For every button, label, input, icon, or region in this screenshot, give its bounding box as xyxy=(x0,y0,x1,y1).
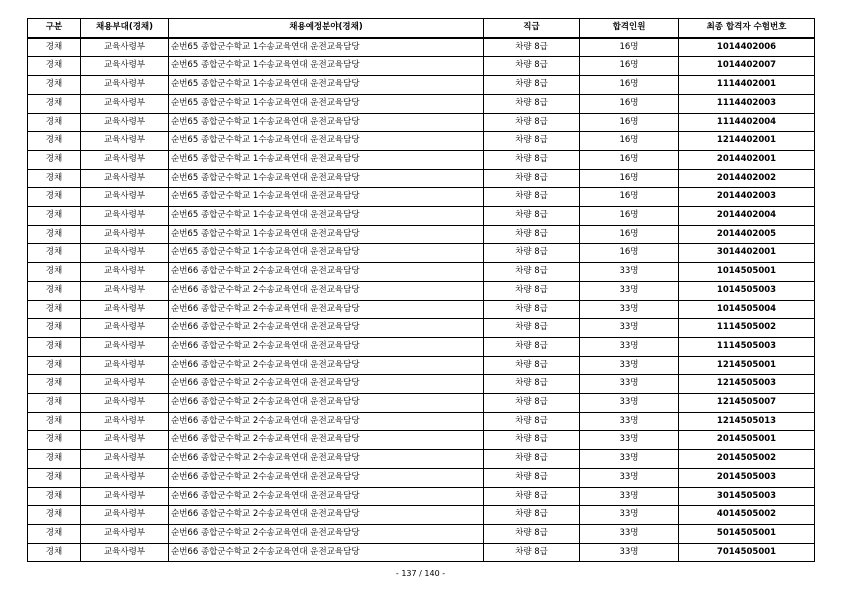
cell-grade: 차량 8급 xyxy=(484,57,580,76)
table-row xyxy=(28,375,815,394)
table-row xyxy=(28,450,815,469)
cell-field: 순번66 종합군수학교 2수송교육연대 운전교육담당 xyxy=(169,300,484,319)
table-row xyxy=(28,506,815,525)
cell-unit: 교육사령부 xyxy=(81,281,169,300)
cell-category: 경채 xyxy=(28,468,81,487)
table-row xyxy=(28,188,815,207)
cell-count: 33명 xyxy=(580,356,679,375)
cell-exam-number: 2014402003 xyxy=(679,188,815,207)
cell-field: 순번66 종합군수학교 2수송교육연대 운전교육담당 xyxy=(169,543,484,562)
cell-unit: 교육사령부 xyxy=(81,337,169,356)
cell-category: 경채 xyxy=(28,94,81,113)
cell-exam-number: 1214505003 xyxy=(679,375,815,394)
cell-grade: 차량 8급 xyxy=(484,150,580,169)
cell-field: 순번66 종합군수학교 2수송교육연대 운전교육담당 xyxy=(169,394,484,413)
cell-unit: 교육사령부 xyxy=(81,356,169,375)
cell-count: 33명 xyxy=(580,412,679,431)
cell-field: 순번66 종합군수학교 2수송교육연대 운전교육담당 xyxy=(169,319,484,338)
table-row xyxy=(28,225,815,244)
header-unit: 채용부대(경채) xyxy=(81,19,169,38)
table-row xyxy=(28,394,815,413)
cell-exam-number: 1014402006 xyxy=(679,38,815,57)
cell-exam-number: 1114402003 xyxy=(679,94,815,113)
cell-unit: 교육사령부 xyxy=(81,319,169,338)
table-row xyxy=(28,244,815,263)
cell-count: 33명 xyxy=(580,281,679,300)
cell-unit: 교육사령부 xyxy=(81,57,169,76)
cell-grade: 차량 8급 xyxy=(484,38,580,57)
cell-grade: 차량 8급 xyxy=(484,207,580,226)
cell-exam-number: 3014505003 xyxy=(679,487,815,506)
cell-exam-number: 2014505001 xyxy=(679,431,815,450)
cell-category: 경채 xyxy=(28,337,81,356)
table-row xyxy=(28,263,815,282)
cell-count: 16명 xyxy=(580,244,679,263)
cell-field: 순번66 종합군수학교 2수송교육연대 운전교육담당 xyxy=(169,263,484,282)
cell-exam-number: 1114505003 xyxy=(679,337,815,356)
cell-grade: 차량 8급 xyxy=(484,225,580,244)
table-row xyxy=(28,412,815,431)
cell-unit: 교육사령부 xyxy=(81,543,169,562)
cell-exam-number: 3014402001 xyxy=(679,244,815,263)
table-row xyxy=(28,113,815,132)
table-row xyxy=(28,543,815,562)
cell-grade: 차량 8급 xyxy=(484,487,580,506)
cell-count: 33명 xyxy=(580,524,679,543)
cell-count: 16명 xyxy=(580,169,679,188)
cell-unit: 교육사령부 xyxy=(81,394,169,413)
cell-category: 경채 xyxy=(28,57,81,76)
table-row xyxy=(28,319,815,338)
cell-category: 경채 xyxy=(28,319,81,338)
cell-exam-number: 1214402001 xyxy=(679,132,815,151)
cell-grade: 차량 8급 xyxy=(484,76,580,95)
cell-category: 경채 xyxy=(28,375,81,394)
cell-unit: 교육사령부 xyxy=(81,76,169,95)
header-field: 채용예정분야(경채) xyxy=(169,19,484,38)
table-row xyxy=(28,94,815,113)
cell-category: 경채 xyxy=(28,38,81,57)
cell-category: 경채 xyxy=(28,188,81,207)
cell-category: 경채 xyxy=(28,169,81,188)
table-row xyxy=(28,57,815,76)
cell-count: 33명 xyxy=(580,394,679,413)
cell-category: 경채 xyxy=(28,431,81,450)
cell-exam-number: 2014402005 xyxy=(679,225,815,244)
table-row xyxy=(28,207,815,226)
cell-category: 경채 xyxy=(28,281,81,300)
cell-category: 경채 xyxy=(28,263,81,282)
cell-exam-number: 1014402007 xyxy=(679,57,815,76)
cell-grade: 차량 8급 xyxy=(484,524,580,543)
header-grade: 직급 xyxy=(484,19,580,38)
table-row xyxy=(28,132,815,151)
cell-exam-number: 2014402004 xyxy=(679,207,815,226)
table-row xyxy=(28,150,815,169)
cell-field: 순번66 종합군수학교 2수송교육연대 운전교육담당 xyxy=(169,337,484,356)
cell-unit: 교육사령부 xyxy=(81,132,169,151)
cell-grade: 차량 8급 xyxy=(484,281,580,300)
cell-field: 순번65 종합군수학교 1수송교육연대 운전교육담당 xyxy=(169,113,484,132)
cell-count: 16명 xyxy=(580,113,679,132)
cell-count: 33명 xyxy=(580,487,679,506)
cell-field: 순번65 종합군수학교 1수송교육연대 운전교육담당 xyxy=(169,94,484,113)
cell-exam-number: 5014505001 xyxy=(679,524,815,543)
cell-field: 순번65 종합군수학교 1수송교육연대 운전교육담당 xyxy=(169,169,484,188)
cell-unit: 교육사령부 xyxy=(81,506,169,525)
cell-count: 33명 xyxy=(580,543,679,562)
cell-field: 순번65 종합군수학교 1수송교육연대 운전교육담당 xyxy=(169,132,484,151)
table-row xyxy=(28,169,815,188)
cell-count: 33명 xyxy=(580,337,679,356)
table-row xyxy=(28,524,815,543)
cell-exam-number: 1214505013 xyxy=(679,412,815,431)
cell-unit: 교육사령부 xyxy=(81,431,169,450)
cell-count: 33명 xyxy=(580,431,679,450)
cell-exam-number: 2014505002 xyxy=(679,450,815,469)
cell-grade: 차량 8급 xyxy=(484,337,580,356)
cell-unit: 교육사령부 xyxy=(81,113,169,132)
cell-field: 순번66 종합군수학교 2수송교육연대 운전교육담당 xyxy=(169,412,484,431)
cell-unit: 교육사령부 xyxy=(81,94,169,113)
cell-grade: 차량 8급 xyxy=(484,431,580,450)
cell-field: 순번65 종합군수학교 1수송교육연대 운전교육담당 xyxy=(169,225,484,244)
cell-field: 순번66 종합군수학교 2수송교육연대 운전교육담당 xyxy=(169,375,484,394)
cell-exam-number: 1014505003 xyxy=(679,281,815,300)
cell-category: 경채 xyxy=(28,412,81,431)
cell-field: 순번66 종합군수학교 2수송교육연대 운전교육담당 xyxy=(169,281,484,300)
cell-category: 경채 xyxy=(28,487,81,506)
cell-grade: 차량 8급 xyxy=(484,543,580,562)
cell-count: 33명 xyxy=(580,506,679,525)
cell-grade: 차량 8급 xyxy=(484,300,580,319)
cell-category: 경채 xyxy=(28,132,81,151)
cell-grade: 차량 8급 xyxy=(484,375,580,394)
cell-count: 33명 xyxy=(580,450,679,469)
header-category: 구분 xyxy=(28,19,81,38)
cell-unit: 교육사령부 xyxy=(81,207,169,226)
cell-count: 33명 xyxy=(580,319,679,338)
cell-unit: 교육사령부 xyxy=(81,244,169,263)
cell-grade: 차량 8급 xyxy=(484,394,580,413)
cell-grade: 차량 8급 xyxy=(484,319,580,338)
table-row xyxy=(28,281,815,300)
table-row xyxy=(28,337,815,356)
cell-exam-number: 1014505004 xyxy=(679,300,815,319)
table-row xyxy=(28,76,815,95)
table-row xyxy=(28,356,815,375)
cell-count: 16명 xyxy=(580,207,679,226)
cell-unit: 교육사령부 xyxy=(81,524,169,543)
cell-unit: 교육사령부 xyxy=(81,225,169,244)
cell-field: 순번65 종합군수학교 1수송교육연대 운전교육담당 xyxy=(169,244,484,263)
cell-grade: 차량 8급 xyxy=(484,356,580,375)
cell-category: 경채 xyxy=(28,76,81,95)
cell-field: 순번66 종합군수학교 2수송교육연대 운전교육담당 xyxy=(169,468,484,487)
cell-grade: 차량 8급 xyxy=(484,94,580,113)
cell-count: 16명 xyxy=(580,57,679,76)
cell-unit: 교육사령부 xyxy=(81,38,169,57)
header-exam-number: 최종 합격자 수험번호 xyxy=(679,19,815,38)
cell-unit: 교육사령부 xyxy=(81,169,169,188)
cell-grade: 차량 8급 xyxy=(484,450,580,469)
cell-grade: 차량 8급 xyxy=(484,188,580,207)
cell-field: 순번66 종합군수학교 2수송교육연대 운전교육담당 xyxy=(169,506,484,525)
cell-unit: 교육사령부 xyxy=(81,487,169,506)
cell-field: 순번65 종합군수학교 1수송교육연대 운전교육담당 xyxy=(169,38,484,57)
cell-unit: 교육사령부 xyxy=(81,412,169,431)
cell-unit: 교육사령부 xyxy=(81,263,169,282)
page-number: - 137 / 140 - xyxy=(395,569,446,578)
cell-category: 경채 xyxy=(28,300,81,319)
cell-exam-number: 1014505001 xyxy=(679,263,815,282)
cell-grade: 차량 8급 xyxy=(484,506,580,525)
cell-category: 경채 xyxy=(28,394,81,413)
table-row xyxy=(28,38,815,57)
cell-field: 순번66 종합군수학교 2수송교육연대 운전교육담당 xyxy=(169,450,484,469)
cell-exam-number: 1114402001 xyxy=(679,76,815,95)
cell-exam-number: 4014505002 xyxy=(679,506,815,525)
cell-field: 순번66 종합군수학교 2수송교육연대 운전교육담당 xyxy=(169,431,484,450)
table-row xyxy=(28,300,815,319)
cell-grade: 차량 8급 xyxy=(484,468,580,487)
cell-category: 경채 xyxy=(28,506,81,525)
cell-field: 순번65 종합군수학교 1수송교육연대 운전교육담당 xyxy=(169,188,484,207)
cell-category: 경채 xyxy=(28,244,81,263)
cell-count: 33명 xyxy=(580,468,679,487)
cell-grade: 차량 8급 xyxy=(484,412,580,431)
cell-field: 순번65 종합군수학교 1수송교육연대 운전교육담당 xyxy=(169,207,484,226)
cell-count: 16명 xyxy=(580,225,679,244)
cell-category: 경채 xyxy=(28,524,81,543)
cell-grade: 차량 8급 xyxy=(484,244,580,263)
cell-exam-number: 1214505007 xyxy=(679,394,815,413)
cell-field: 순번65 종합군수학교 1수송교육연대 운전교육담당 xyxy=(169,76,484,95)
cell-count: 33명 xyxy=(580,300,679,319)
cell-category: 경채 xyxy=(28,356,81,375)
table-row xyxy=(28,468,815,487)
table-row xyxy=(28,487,815,506)
cell-exam-number: 1114402004 xyxy=(679,113,815,132)
cell-category: 경채 xyxy=(28,113,81,132)
cell-exam-number: 2014505003 xyxy=(679,468,815,487)
cell-count: 16명 xyxy=(580,132,679,151)
cell-count: 16명 xyxy=(580,38,679,57)
cell-exam-number: 7014505001 xyxy=(679,543,815,562)
cell-count: 33명 xyxy=(580,375,679,394)
cell-field: 순번65 종합군수학교 1수송교육연대 운전교육담당 xyxy=(169,57,484,76)
cell-category: 경채 xyxy=(28,225,81,244)
cell-category: 경채 xyxy=(28,207,81,226)
cell-count: 16명 xyxy=(580,188,679,207)
cell-count: 16명 xyxy=(580,94,679,113)
header-count: 합격인원 xyxy=(580,19,679,38)
cell-category: 경채 xyxy=(28,543,81,562)
cell-unit: 교육사령부 xyxy=(81,150,169,169)
cell-exam-number: 1114505002 xyxy=(679,319,815,338)
cell-category: 경채 xyxy=(28,450,81,469)
cell-unit: 교육사령부 xyxy=(81,450,169,469)
cell-grade: 차량 8급 xyxy=(484,113,580,132)
cell-exam-number: 2014402001 xyxy=(679,150,815,169)
results-table xyxy=(27,18,815,562)
cell-unit: 교육사령부 xyxy=(81,468,169,487)
cell-count: 33명 xyxy=(580,263,679,282)
cell-field: 순번65 종합군수학교 1수송교육연대 운전교육담당 xyxy=(169,150,484,169)
cell-grade: 차량 8급 xyxy=(484,263,580,282)
cell-count: 16명 xyxy=(580,150,679,169)
cell-field: 순번66 종합군수학교 2수송교육연대 운전교육담당 xyxy=(169,524,484,543)
cell-unit: 교육사령부 xyxy=(81,188,169,207)
table-row xyxy=(28,431,815,450)
cell-count: 16명 xyxy=(580,76,679,95)
cell-exam-number: 2014402002 xyxy=(679,169,815,188)
cell-grade: 차량 8급 xyxy=(484,132,580,151)
cell-grade: 차량 8급 xyxy=(484,169,580,188)
cell-field: 순번66 종합군수학교 2수송교육연대 운전교육담당 xyxy=(169,356,484,375)
cell-category: 경채 xyxy=(28,150,81,169)
table-body xyxy=(28,38,815,562)
cell-field: 순번66 종합군수학교 2수송교육연대 운전교육담당 xyxy=(169,487,484,506)
cell-exam-number: 1214505001 xyxy=(679,356,815,375)
cell-unit: 교육사령부 xyxy=(81,300,169,319)
cell-unit: 교육사령부 xyxy=(81,375,169,394)
table-header-row xyxy=(28,19,815,38)
